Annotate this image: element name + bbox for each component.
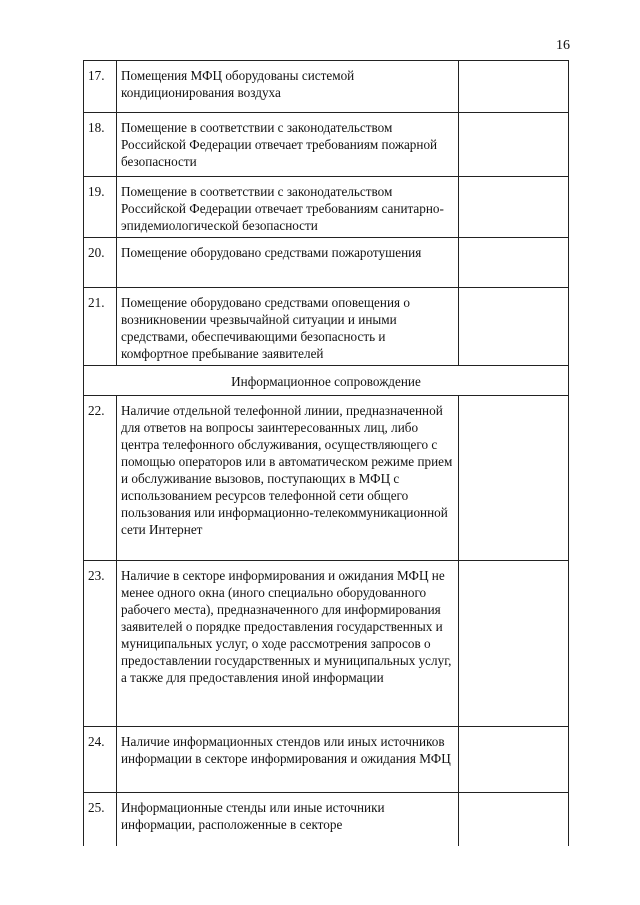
row-number: 24. bbox=[84, 727, 117, 793]
criterion-text: Помещение оборудовано средствами пожаротушения bbox=[117, 238, 459, 288]
table-row bbox=[84, 238, 569, 288]
page-number: 16 bbox=[556, 38, 570, 53]
row-number: 22. bbox=[84, 396, 117, 561]
criterion-text: Информационные стенды или иные источники информации, расположенные в секторе bbox=[117, 793, 459, 847]
table-row bbox=[84, 396, 569, 561]
section-header-row bbox=[84, 366, 569, 396]
criteria-table bbox=[83, 60, 569, 846]
table-row bbox=[84, 177, 569, 238]
row-number: 25. bbox=[84, 793, 117, 847]
criterion-text: Помещение в соответствии с законодательством Российской Федерации отвечает требованиям санитарно-эпидемиологической безопасности bbox=[117, 177, 459, 238]
table-row bbox=[84, 61, 569, 113]
criterion-text: Наличие в секторе информирования и ожидания МФЦ не менее одного окна (иного специально оборудованного рабочего места), предназначенного для информирования заявителей о порядке предоставления государственных и муниципальных услуг, о ходе рассмотрения запросов о предоставлении государственных и муниципальных услуг, а также для предоставления иной информации bbox=[117, 561, 459, 727]
assessment-cell[interactable] bbox=[459, 288, 569, 366]
table-row bbox=[84, 113, 569, 177]
table-row bbox=[84, 727, 569, 793]
assessment-cell[interactable] bbox=[459, 396, 569, 561]
criterion-text: Помещения МФЦ оборудованы системой кондиционирования воздуха bbox=[117, 61, 459, 113]
table-row bbox=[84, 561, 569, 727]
row-number: 21. bbox=[84, 288, 117, 366]
criterion-text: Наличие отдельной телефонной линии, предназначенной для ответов на вопросы заинтересованных лиц, либо центра телефонного обслуживания, осуществляющего с помощью операторов или в автоматическом режиме прием и обслуживание вызовов, поступающих в МФЦ с использованием ресурсов телефонной сети общего пользования или информационно-телекоммуникационной сети Интернет bbox=[117, 396, 459, 561]
assessment-cell[interactable] bbox=[459, 113, 569, 177]
row-number: 19. bbox=[84, 177, 117, 238]
assessment-cell[interactable] bbox=[459, 727, 569, 793]
criterion-text: Помещение оборудовано средствами оповещения о возникновении чрезвычайной ситуации и иными средствами, обеспечивающими безопасность и комфортное пребывание заявителей bbox=[117, 288, 459, 366]
table-row bbox=[84, 288, 569, 366]
assessment-cell[interactable] bbox=[459, 177, 569, 238]
section-title: Информационное сопровождение bbox=[84, 366, 569, 396]
row-number: 17. bbox=[84, 61, 117, 113]
assessment-cell[interactable] bbox=[459, 61, 569, 113]
table-row bbox=[84, 793, 569, 847]
assessment-cell[interactable] bbox=[459, 561, 569, 727]
row-number: 18. bbox=[84, 113, 117, 177]
assessment-cell[interactable] bbox=[459, 238, 569, 288]
criterion-text: Наличие информационных стендов или иных источников информации в секторе информирования и ожидания МФЦ bbox=[117, 727, 459, 793]
row-number: 23. bbox=[84, 561, 117, 727]
criterion-text: Помещение в соответствии с законодательством Российской Федерации отвечает требованиям пожарной безопасности bbox=[117, 113, 459, 177]
row-number: 20. bbox=[84, 238, 117, 288]
assessment-cell[interactable] bbox=[459, 793, 569, 847]
